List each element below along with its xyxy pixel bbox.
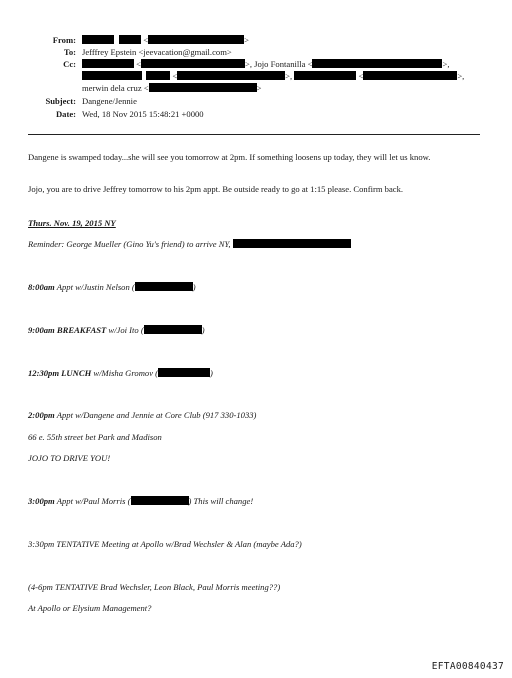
- tentative-2: (4-6pm TENTATIVE Brad Wechsler, Leon Black, Paul Morris meeting??): [28, 582, 281, 592]
- cc-line2-end: >,: [457, 71, 465, 81]
- redaction-box: [141, 59, 245, 68]
- redaction-box: [149, 83, 257, 92]
- redaction-box: [144, 325, 202, 334]
- appt-1-text: Appt w/Justin Nelson (: [54, 282, 135, 292]
- cc-line1-mid: , Jojo Fontanilla <: [249, 59, 313, 69]
- document-stamp: EFTA00840437: [431, 661, 504, 672]
- date-value: Wed, 18 Nov 2015 15:48:21 +0000: [82, 109, 204, 119]
- appt-3: [28, 368, 480, 379]
- cc-line2-sep: <: [172, 71, 178, 81]
- from-label: From:: [52, 35, 76, 45]
- redaction-box: [131, 496, 189, 505]
- date-heading: Thurs. Nov. 19, 2015 NY: [28, 218, 116, 228]
- redaction-box: [82, 71, 142, 80]
- appt-1: [28, 282, 480, 293]
- cc-line1-end: >,: [442, 59, 450, 69]
- tentative-2-location: At Apollo or Elysium Management?: [28, 603, 152, 613]
- cc-line3-end: >: [256, 83, 262, 93]
- appt-3-text: w/Misha Gromov (: [91, 368, 159, 378]
- appt-2-close: ): [201, 325, 205, 335]
- appt-4-note: JOJO TO DRIVE YOU!: [28, 453, 111, 463]
- redaction-box: [177, 71, 285, 80]
- appt-5-time: 3:00pm: [28, 496, 55, 506]
- appt-2-text: w/Joi Ito (: [106, 325, 144, 335]
- cc-line3-start: merwin dela cruz <: [82, 83, 149, 93]
- redaction-box: [148, 35, 244, 44]
- redaction-box: [158, 368, 210, 377]
- cc-line-1: < >, Jojo Fontanilla < >,: [82, 59, 449, 70]
- to-label: To:: [63, 47, 76, 57]
- appt-3-close: ): [210, 368, 213, 378]
- appt-4-address: 66 e. 55th street bet Park and Madison: [28, 432, 162, 442]
- appt-1-time: 8:00am: [28, 282, 55, 292]
- cc-line-3: [82, 83, 262, 94]
- reminder-text: Reminder: George Mueller (Gino Yu's friend) to arrive NY,: [28, 239, 231, 249]
- redaction-box: [146, 71, 170, 80]
- para-1: Dangene is swamped today...she will see you tomorrow at 2pm. If something loosens up today, they will let us know.: [28, 152, 431, 162]
- date-label: Date:: [55, 109, 76, 119]
- appt-4: [28, 410, 480, 421]
- redaction-box: [119, 35, 141, 44]
- appt-4-time: 2:00pm: [28, 410, 55, 420]
- reminder-line: [28, 239, 480, 250]
- appt-2: [28, 325, 480, 336]
- redaction-box: [82, 35, 114, 44]
- appt-2-time: 9:00am BREAKFAST: [28, 325, 107, 335]
- appt-1-close: ): [192, 282, 196, 292]
- appt-5-close: ) This will change!: [188, 496, 254, 506]
- redaction-box: [82, 59, 134, 68]
- redaction-box: [294, 71, 356, 80]
- email-header: [0, 0, 512, 130]
- subject-value: Dangene/Jennie: [82, 96, 137, 106]
- header-divider: [28, 134, 480, 135]
- subject-label: Subject:: [45, 96, 76, 106]
- redaction-box: [135, 282, 193, 291]
- tentative-1: 3:30pm TENTATIVE Meeting at Apollo w/Brad Wechsler & Alan (maybe Ada?): [28, 539, 302, 549]
- redaction-box: [363, 71, 457, 80]
- from-value: < >: [82, 35, 249, 46]
- cc-line-2: < >, < >,: [82, 71, 464, 82]
- appt-5-text: Appt w/Paul Morris (: [54, 496, 131, 506]
- appt-4-text: Appt w/Dangene and Jennie at Core Club (917 330-1033): [54, 410, 257, 420]
- redaction-box: [312, 59, 442, 68]
- appt-5: [28, 496, 480, 507]
- redaction-box: [233, 239, 351, 248]
- cc-label: Cc:: [63, 59, 76, 69]
- to-value: Jefffrey Epstein <jeevacation@gmail.com>: [82, 47, 232, 57]
- appt-3-time: 12:30pm LUNCH: [28, 368, 92, 378]
- para-2: Jojo, you are to drive Jeffrey tomorrow to his 2pm appt. Be outside ready to go at 1:15 please. Confirm back.: [28, 184, 404, 194]
